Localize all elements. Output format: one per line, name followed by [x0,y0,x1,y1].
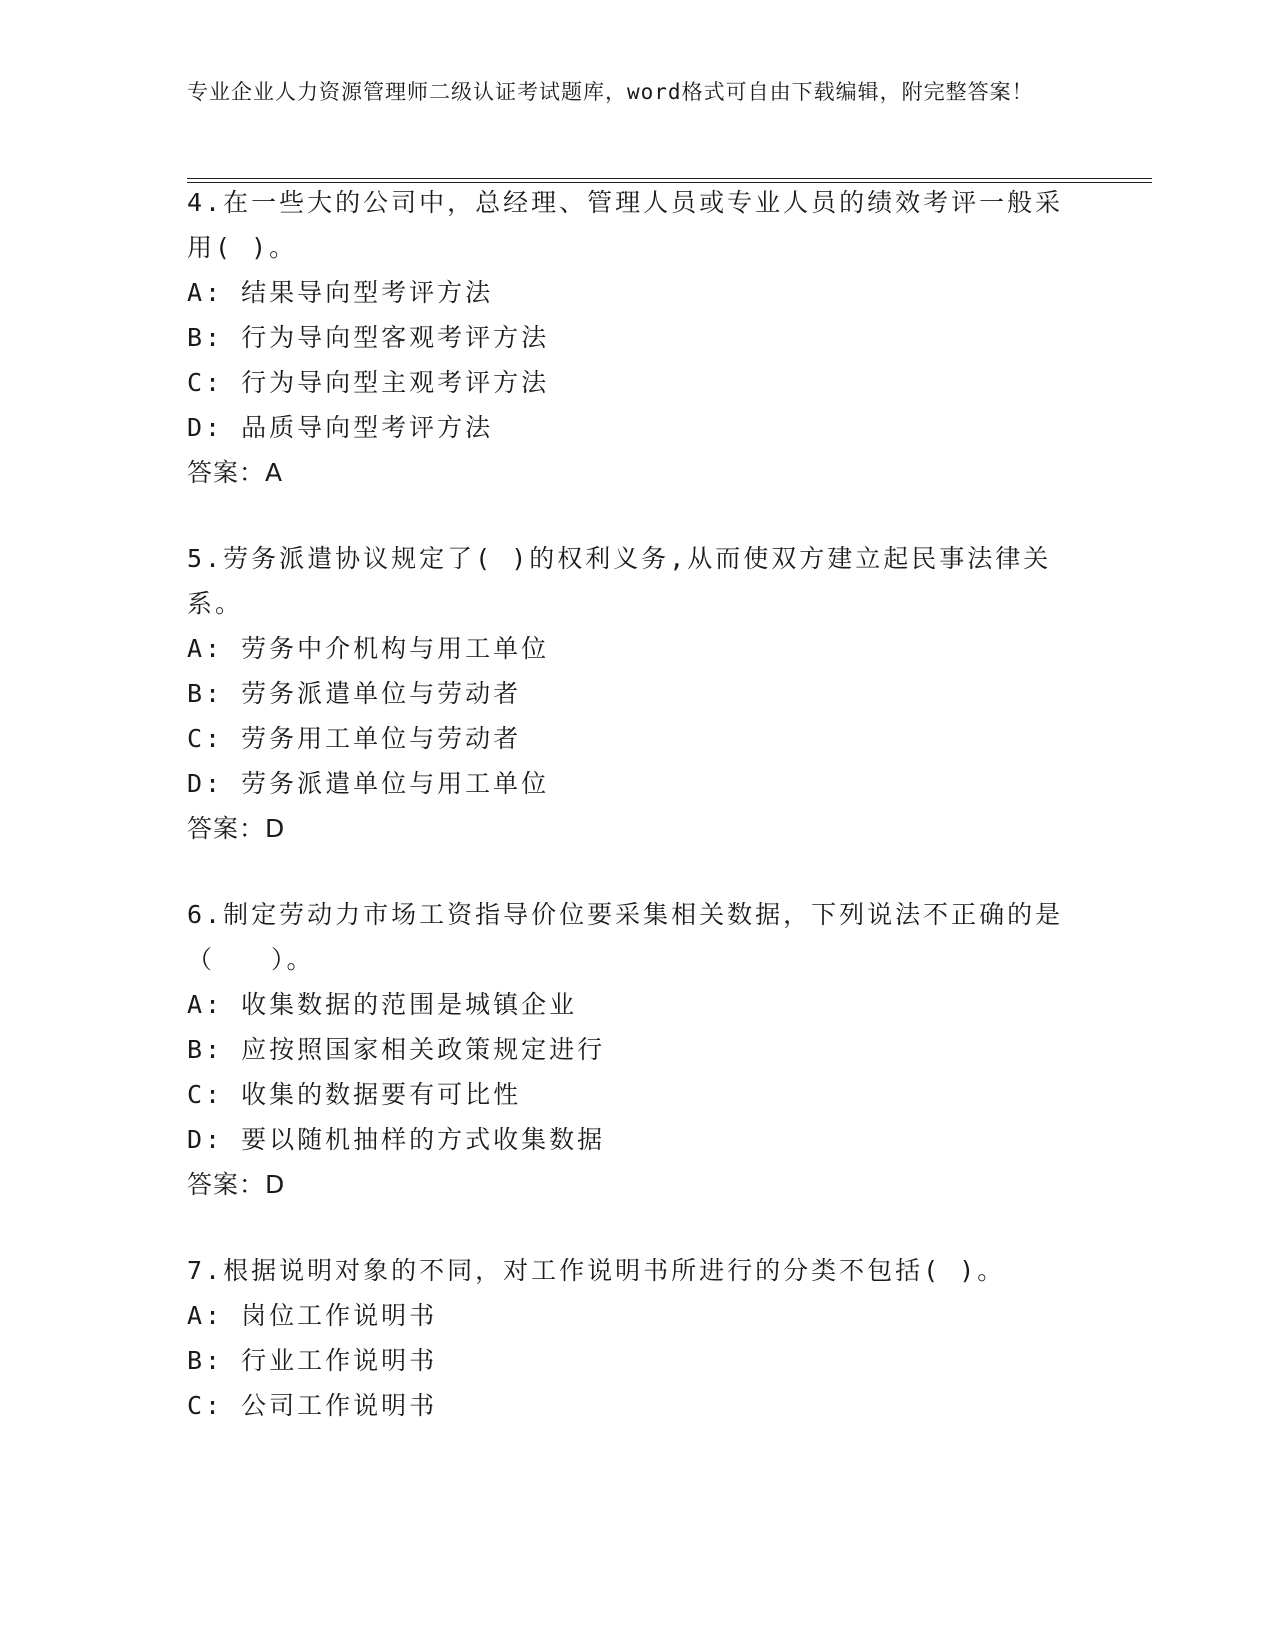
question-stem: 5.劳务派遣协议规定了( )的权利义务,从而使双方建立起民事法律关系。 [187,544,1052,618]
option-c: C: 劳务用工单位与劳动者 [187,724,522,753]
answer-label: 答案 [187,814,240,843]
answer-line [187,1162,1067,1207]
question-stem: 6.制定劳动力市场工资指导价位要采集相关数据，下列说法不正确的是（ ）。 [187,900,1064,974]
question-stem: 7.根据说明对象的不同，对工作说明书所进行的分类不包括( )。 [187,1256,1006,1285]
option-a: A: 结果导向型考评方法 [187,278,494,307]
answer-label: 答案 [187,458,240,487]
option-a: A: 劳务中介机构与用工单位 [187,634,550,663]
option-d: D: 品质导向型考评方法 [187,413,494,442]
option-b: B: 行业工作说明书 [187,1346,438,1375]
answer-line [187,806,1067,851]
answer-value: D [265,1170,286,1199]
question-4 [187,180,1067,495]
option-a: A: 收集数据的范围是城镇企业 [187,990,578,1019]
question-stem: 4.在一些大的公司中，总经理、管理人员或专业人员的绩效考评一般采用( )。 [187,188,1064,262]
option-c: C: 行为导向型主观考评方法 [187,368,550,397]
answer-separator: ： [239,814,266,843]
answer-value: D [265,814,286,843]
page-header: 专业企业人力资源管理师二级认证考试题库，word格式可自由下载编辑，附完整答案！ [187,80,1034,104]
option-d: D: 要以随机抽样的方式收集数据 [187,1125,606,1154]
header-divider-top [187,178,1152,179]
option-c: C: 公司工作说明书 [187,1391,438,1420]
option-d: D: 劳务派遣单位与用工单位 [187,769,550,798]
question-6 [187,892,1067,1207]
question-7 [187,1248,1067,1428]
question-5 [187,536,1067,851]
answer-separator: ： [239,458,266,487]
answer-label: 答案 [187,1170,240,1199]
answer-separator: ： [239,1170,266,1199]
option-c: C: 收集的数据要有可比性 [187,1080,522,1109]
option-b: B: 行为导向型客观考评方法 [187,323,550,352]
answer-value: A [265,458,284,487]
answer-line [187,450,1067,495]
option-b: B: 劳务派遣单位与劳动者 [187,679,522,708]
option-a: A: 岗位工作说明书 [187,1301,438,1330]
option-b: B: 应按照国家相关政策规定进行 [187,1035,606,1064]
